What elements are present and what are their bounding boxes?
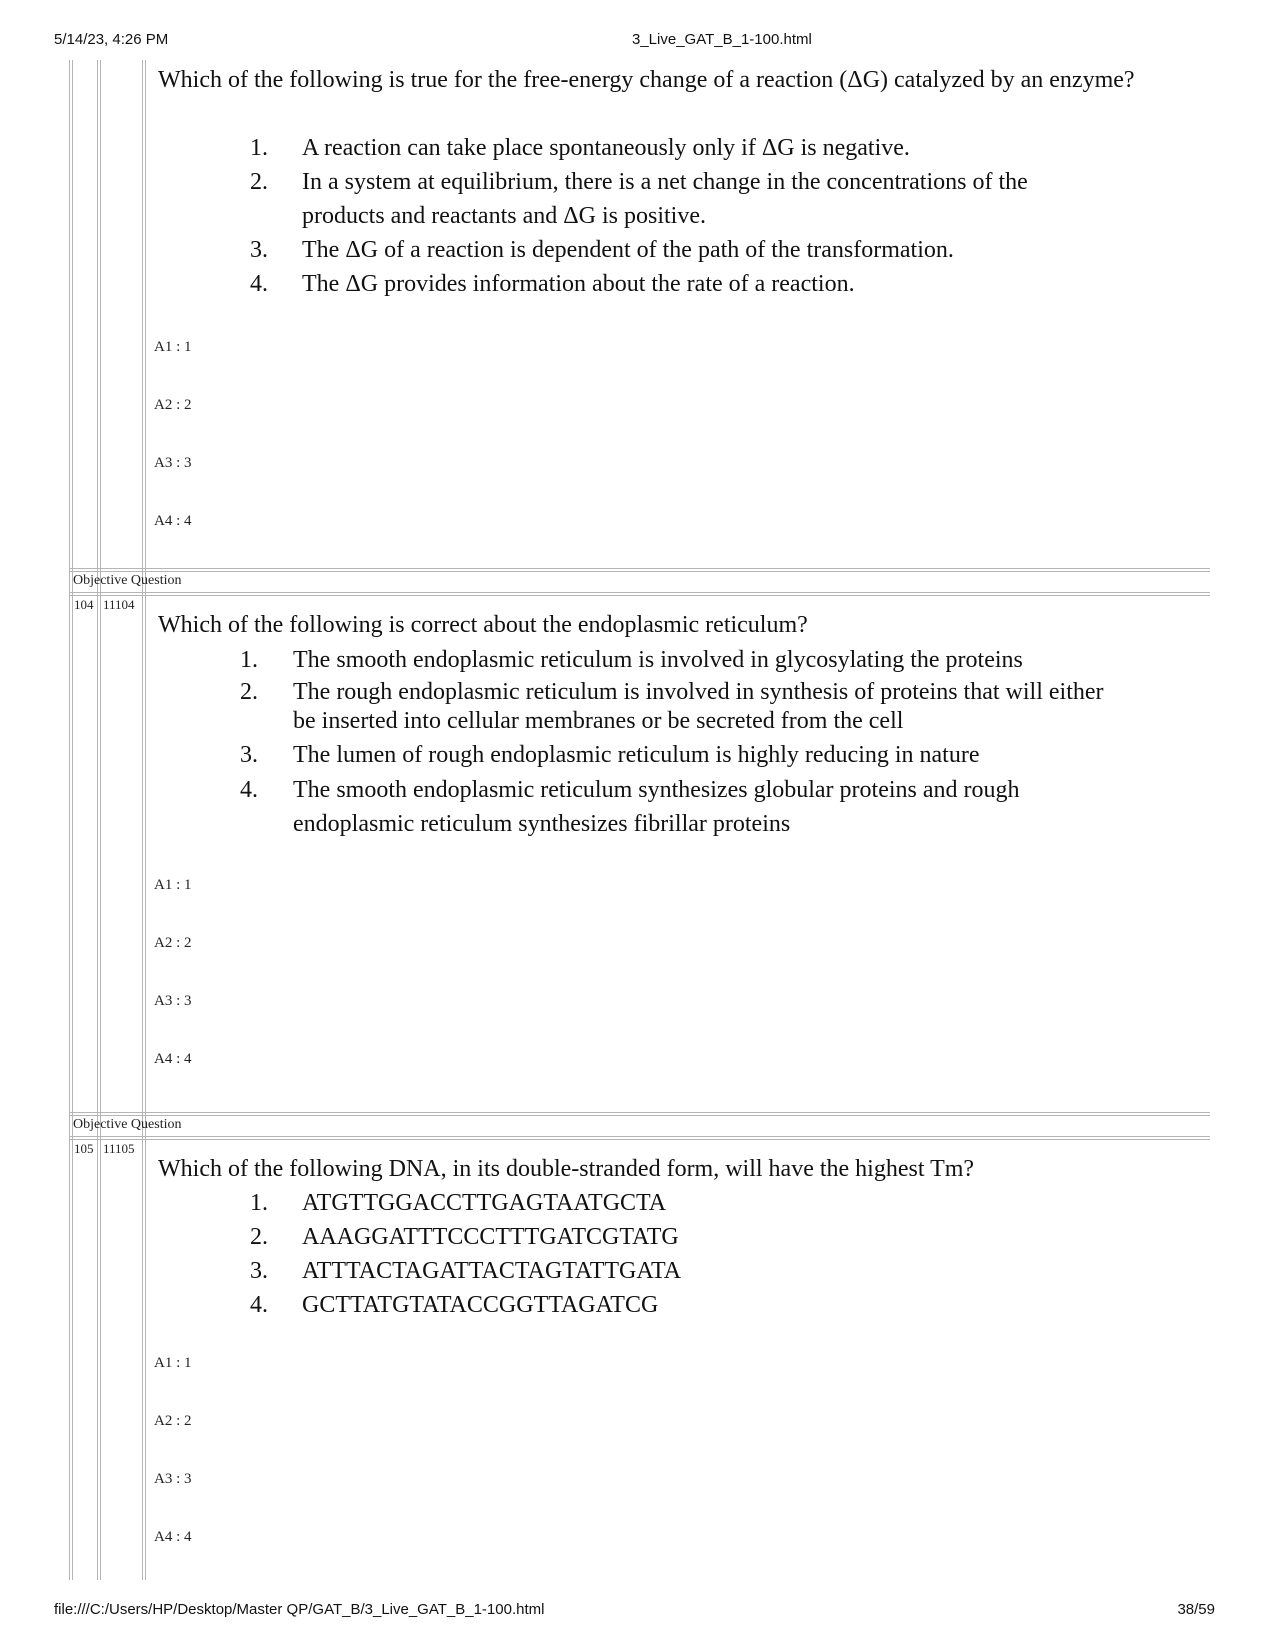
option-text: A reaction can take place spontaneously only if ΔG is negative. xyxy=(302,135,910,161)
option-number: 1. xyxy=(240,647,258,673)
option-number: 4. xyxy=(250,271,268,297)
answer-option-1: A1 : 1 xyxy=(154,1355,192,1371)
question-type-label: Objective Question xyxy=(73,1117,182,1132)
question-type-label: Objective Question xyxy=(73,573,182,588)
option-text: The ΔG of a reaction is dependent of the path of the transformation. xyxy=(302,237,954,263)
question-text: Which of the following is true for the free-energy change of a reaction (ΔG) catalyzed by an enzyme? xyxy=(158,67,1135,93)
answer-option-2: A2 : 2 xyxy=(154,935,192,951)
print-title: 3_Live_GAT_B_1-100.html xyxy=(632,31,812,48)
option-text: The smooth endoplasmic reticulum synthesizes globular proteins and rough endoplasmic reticulum synthesizes fibrillar proteins xyxy=(293,777,1020,837)
answer-option-4: A4 : 4 xyxy=(154,513,192,529)
answer-option-1: A1 : 1 xyxy=(154,877,192,893)
question-number: 104 xyxy=(74,597,94,612)
answer-option-2: A2 : 2 xyxy=(154,397,192,413)
answer-option-4: A4 : 4 xyxy=(154,1529,192,1545)
option-text: ATTTACTAGATTACTAGTATTGATA xyxy=(302,1258,682,1284)
option-number: 4. xyxy=(240,777,258,803)
option-number: 2. xyxy=(250,169,268,195)
answer-option-3: A3 : 3 xyxy=(154,455,192,471)
print-datetime: 5/14/23, 4:26 PM xyxy=(54,31,169,48)
question-id: 11105 xyxy=(103,1141,135,1156)
option-number: 1. xyxy=(250,135,268,161)
option-number: 2. xyxy=(240,679,258,705)
option-text: GCTTATGTATACCGGTTAGATCG xyxy=(302,1292,659,1318)
option-text: In a system at equilibrium, there is a net change in the concentrations of the products and reactants and ΔG is positive. xyxy=(302,169,1028,229)
option-text: The lumen of rough endoplasmic reticulum is highly reducing in nature xyxy=(293,742,980,768)
print-page-number: 38/59 xyxy=(1177,1601,1215,1618)
option-text: AAAGGATTTCCCTTTGATCGTATG xyxy=(302,1224,679,1250)
option-text: ATGTTGGACCTTGAGTAATGCTA xyxy=(302,1190,667,1216)
option-text: The smooth endoplasmic reticulum is involved in glycosylating the proteins xyxy=(293,647,1023,673)
option-text: The rough endoplasmic reticulum is involved in synthesis of proteins that will either be inserted into cellular membranes or be secreted from the cell xyxy=(293,679,1104,734)
question-text: Which of the following DNA, in its double-stranded form, will have the highest Tm? xyxy=(158,1156,975,1182)
answer-option-4: A4 : 4 xyxy=(154,1051,192,1067)
answer-option-1: A1 : 1 xyxy=(154,339,192,355)
option-number: 3. xyxy=(250,1258,268,1284)
question-number: 105 xyxy=(74,1141,94,1156)
answer-option-2: A2 : 2 xyxy=(154,1413,192,1429)
option-number: 2. xyxy=(250,1224,268,1250)
print-file-path: file:///C:/Users/HP/Desktop/Master QP/GAT_B/3_Live_GAT_B_1-100.html xyxy=(54,1601,545,1618)
answer-option-3: A3 : 3 xyxy=(154,1471,192,1487)
option-text: The ΔG provides information about the rate of a reaction. xyxy=(302,271,855,297)
question-text: Which of the following is correct about the endoplasmic reticulum? xyxy=(158,612,808,638)
question-id: 11104 xyxy=(103,597,135,612)
option-number: 4. xyxy=(250,1292,268,1318)
answer-option-3: A3 : 3 xyxy=(154,993,192,1009)
option-number: 3. xyxy=(240,742,258,768)
option-number: 3. xyxy=(250,237,268,263)
option-number: 1. xyxy=(250,1190,268,1216)
